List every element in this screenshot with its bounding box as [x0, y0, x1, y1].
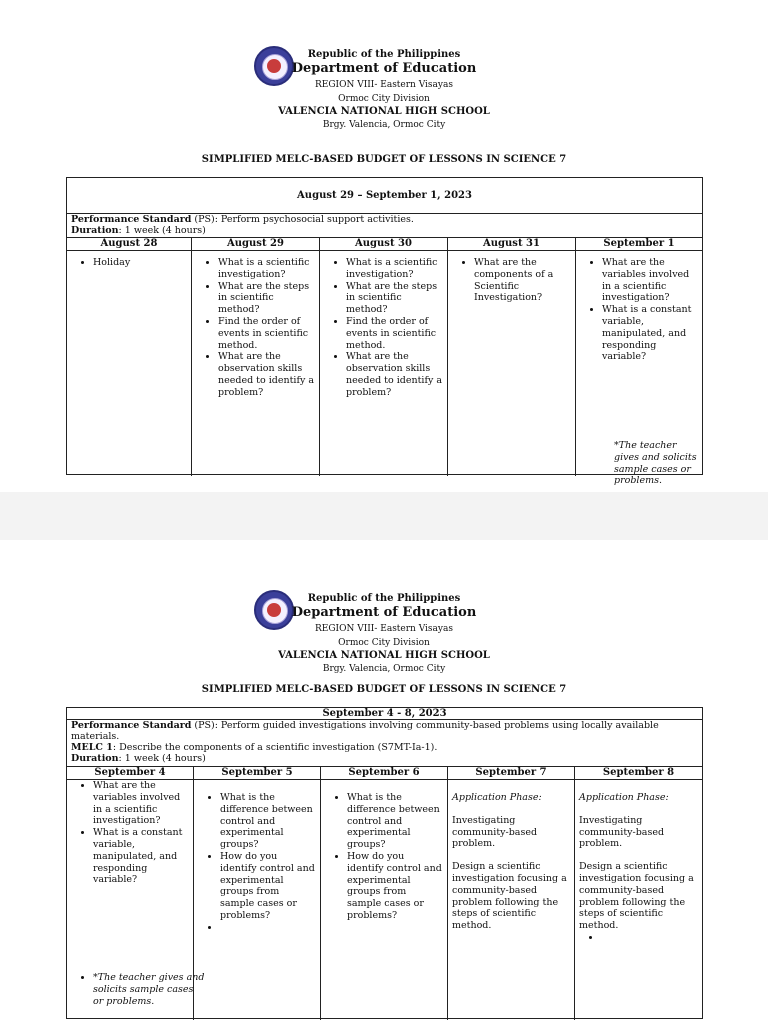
list-item: • Holiday [93, 257, 187, 269]
region-line: REGION VIII- Eastern Visayas [314, 624, 453, 634]
list-item: • What are the components of a Scientific Investigation? [474, 257, 571, 304]
week-title: September 4 - 8, 2023 [67, 708, 702, 720]
day-header: August 31 [448, 238, 576, 250]
teacher-note: *The teacher gives and solicits sample cases or problems. [614, 440, 697, 487]
lesson-cell [320, 251, 448, 476]
division-line: Ormoc City Division [338, 638, 430, 648]
day-header: August 30 [320, 238, 448, 250]
lesson-cell [575, 780, 702, 1020]
document-title: SIMPLIFIED MELC-BASED BUDGET OF LESSONS IN SCIENCE 7 [201, 154, 567, 165]
duration-text: : 1 week (4 hours) [118, 225, 206, 236]
melc-text: : Describe the components of a scientific investigation (S7MT-Ia-1). [112, 742, 438, 753]
lesson-cell [67, 780, 205, 1020]
list-item: • How do you identify control and experimental groups from sample cases or problems? [347, 851, 443, 922]
budget-table-week2 [66, 707, 703, 1019]
day-header: September 4 [67, 767, 194, 779]
day-header: August 29 [192, 238, 320, 250]
list-item: • What are the variables involved in a scientific investigation? [93, 780, 189, 827]
lesson-cell [448, 780, 575, 1020]
investigating-text: Investigating community-based problem. [579, 814, 665, 850]
school-line: VALENCIA NATIONAL HIGH SCHOOL [278, 106, 490, 117]
week-title: August 29 – September 1, 2023 [67, 178, 702, 214]
day-header: September 1 [603, 238, 675, 249]
list-item: • What is a constant variable, manipulated, and responding variable? [93, 827, 189, 886]
list-item-empty [601, 932, 698, 944]
document-title: SIMPLIFIED MELC-BASED BUDGET OF LESSONS IN SCIENCE 7 [201, 684, 567, 695]
republic-line: Republic of the Philippines [307, 593, 461, 604]
page-1 [0, 0, 768, 492]
day-header: September 5 [194, 767, 321, 779]
week-info [67, 720, 702, 767]
lesson-row [67, 251, 702, 487]
phase-label: Application Phase: [579, 792, 669, 803]
list-item: • What is the difference between control and experimental groups? [220, 792, 316, 851]
week-info [67, 214, 702, 238]
department-line: Department of Education [291, 605, 477, 620]
ps-text: (PS): Perform psychosocial support activities. [191, 214, 414, 225]
ps-label: Performance Standard [71, 214, 192, 225]
page-2 [0, 540, 768, 1024]
investigating-text: Investigating community-based problem. [452, 814, 538, 850]
school-line: VALENCIA NATIONAL HIGH SCHOOL [278, 650, 490, 661]
address-line: Brgy. Valencia, Ormoc City [322, 120, 446, 130]
list-item: • How do you identify control and experimental groups from sample cases or problems? [220, 851, 316, 922]
design-text: Design a scientific investigation focusing a community-based problem following the steps of scientific method. [452, 861, 567, 932]
lesson-cell [192, 251, 320, 476]
list-item: • What are the observation skills needed to identify a problem? [346, 351, 443, 398]
day-header-row [67, 238, 702, 251]
letterhead [0, 590, 768, 680]
list-item: • What is a scientific investigation? [218, 257, 315, 281]
list-item: • What are the steps in scientific method? [218, 281, 315, 316]
day-header: September 6 [321, 767, 448, 779]
melc-label: MELC 1 [71, 742, 113, 753]
list-item: • What is a scientific investigation? [346, 257, 443, 281]
ps-text: (PS): Perform guided investigations involving community-based problems using locally available materials. [71, 720, 659, 742]
duration-label: Duration [71, 753, 119, 764]
design-text: Design a scientific investigation focusing a community-based problem following the steps of scientific method. [579, 861, 694, 932]
address-line: Brgy. Valencia, Ormoc City [322, 664, 446, 674]
lesson-cell [194, 780, 321, 1020]
phase-label: Application Phase: [452, 792, 542, 803]
list-item: • What are the observation skills needed to identify a problem? [218, 351, 315, 398]
list-item: • Find the order of events in scientific method. [218, 316, 315, 351]
lesson-cell [576, 251, 702, 487]
lesson-row [67, 780, 702, 1020]
list-item: • Find the order of events in scientific method. [346, 316, 443, 351]
list-item: • What are the steps in scientific method? [346, 281, 443, 316]
department-line: Department of Education [291, 61, 477, 76]
duration-text: : 1 week (4 hours) [118, 753, 206, 764]
day-header: September 7 [448, 767, 575, 779]
ps-label: Performance Standard [71, 720, 192, 731]
list-item: • What are the variables involved in a scientific investigation? [602, 257, 698, 304]
duration-label: Duration [71, 225, 119, 236]
day-header-row [67, 767, 702, 780]
day-header: September 8 [602, 767, 675, 778]
budget-table-week1 [66, 177, 703, 487]
teacher-note: • *The teacher gives and solicits sample cases or problems. [93, 972, 205, 1007]
lesson-cell [448, 251, 576, 476]
division-line: Ormoc City Division [338, 94, 430, 104]
lesson-cell [67, 251, 192, 476]
lesson-cell [321, 780, 448, 1020]
republic-line: Republic of the Philippines [307, 49, 461, 60]
list-item-empty [220, 922, 316, 934]
region-line: REGION VIII- Eastern Visayas [314, 80, 453, 90]
letterhead [0, 46, 768, 136]
list-item: • What is the difference between control and experimental groups? [347, 792, 443, 851]
list-item: • What is a constant variable, manipulated, and responding variable? [602, 304, 698, 363]
day-header: August 28 [67, 238, 192, 250]
